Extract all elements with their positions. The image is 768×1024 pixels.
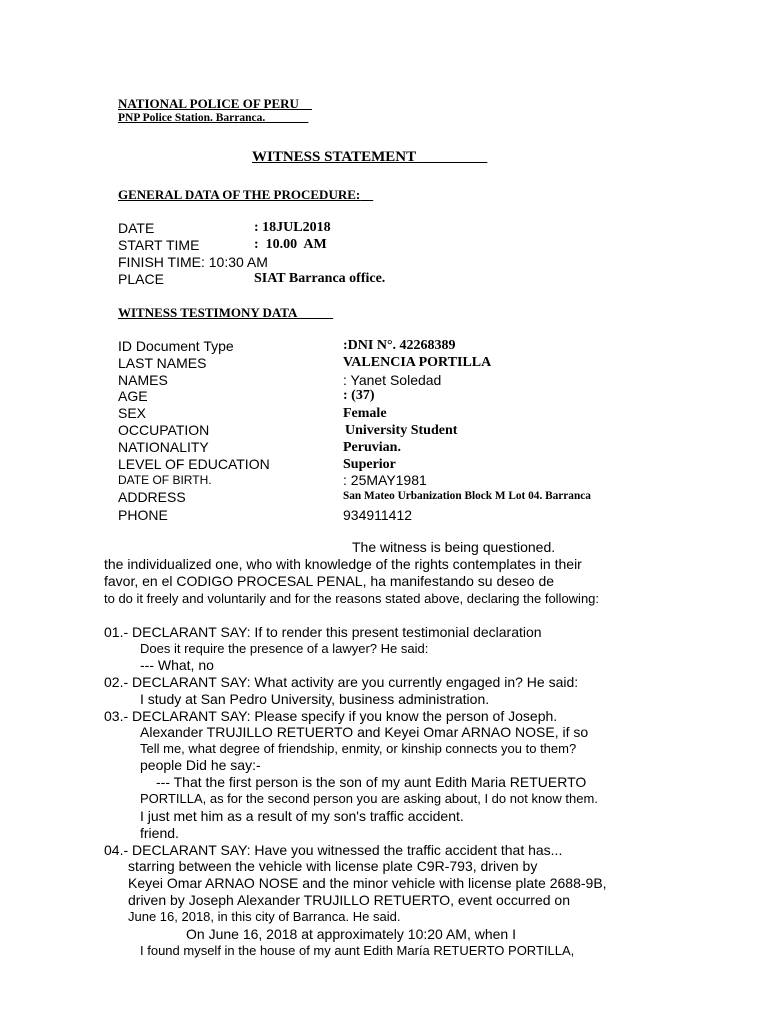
q4-line: Keyei Omar ARNAO NOSE and the minor vehicle with license plate 2688-9B, [128, 875, 607, 891]
q4-line: June 16, 2018, in this city of Barranca. He said. [128, 909, 401, 924]
field-label: AGE [118, 388, 148, 404]
field-value: : 25MAY1981 [343, 472, 427, 488]
station-name: PNP Police Station. Barranca. [118, 112, 266, 124]
org-name: NATIONAL POLICE OF PERU [118, 96, 299, 111]
field-value: : (37) [343, 388, 375, 403]
q3-line: Alexander TRUJILLO RETUERTO and Keyei Omar ARNAO NOSE, if so [140, 724, 589, 740]
q4-line: I found myself in the house of my aunt Edith María RETUERTO PORTILLA, [140, 943, 575, 958]
q3-line: I just met him as a result of my son's traffic accident. [140, 808, 464, 824]
field-label: NAMES [118, 372, 168, 388]
field-value: VALENCIA PORTILLA [343, 355, 492, 370]
field-label: ID Document Type [118, 338, 234, 354]
q3-line: PORTILLA, as for the second person you are asking about, I do not know them. [140, 791, 598, 806]
intro-line: to do it freely and voluntarily and for the reasons stated above, declaring the following: [104, 591, 600, 606]
q1-line: 01.- DECLARANT SAY: If to render this present testimonial declaration [104, 624, 542, 640]
field-value: University Student [345, 423, 458, 438]
place-label: PLACE [118, 271, 164, 287]
page-title: WITNESS STATEMENT [252, 149, 417, 165]
q3-line: people Did he say:- [140, 757, 261, 773]
field-label: LAST NAMES [118, 355, 207, 371]
date-value: : 18JUL2018 [254, 220, 331, 235]
q4-line: starring between the vehicle with license plate C9R-793, driven by [128, 858, 538, 874]
procedure-heading: GENERAL DATA OF THE PROCEDURE: [118, 187, 361, 202]
date-label: DATE [118, 220, 155, 236]
field-value: Superior [343, 457, 396, 472]
start-time-value: : 10.00 AM [254, 237, 327, 252]
field-label: OCCUPATION [118, 422, 210, 438]
q3-line: --- That the first person is the son of my aunt Edith Maria RETUERTO [156, 774, 587, 790]
field-label: SEX [118, 405, 147, 421]
field-value: Female [343, 406, 387, 421]
finish-time-line: FINISH TIME: 10:30 AM [118, 254, 268, 270]
witness-heading: WITNESS TESTIMONY DATA [118, 305, 298, 320]
field-label: ADDRESS [118, 489, 186, 505]
q3-line: Tell me, what degree of friendship, enmity, or kinship connects you to them? [140, 741, 577, 756]
q3-line: friend. [140, 825, 179, 841]
q4-line: 04.- DECLARANT SAY: Have you witnessed the traffic accident that has... [104, 842, 563, 858]
place-value: SIAT Barranca office. [254, 271, 386, 286]
field-label: PHONE [118, 507, 168, 523]
q1-line: Does it require the presence of a lawyer? He said: [140, 641, 429, 656]
field-label: LEVEL OF EDUCATION [118, 456, 270, 472]
q2-line: I study at San Pedro University, business administration. [140, 691, 490, 707]
q2-line: 02.- DECLARANT SAY: What activity are you currently engaged in? He said: [104, 674, 579, 690]
field-value: : Yanet Soledad [343, 372, 442, 388]
intro-line: The witness is being questioned. [352, 539, 556, 555]
field-label: DATE OF BIRTH. [118, 473, 212, 487]
field-label: NATIONALITY [118, 439, 209, 455]
q4-line: driven by Joseph Alexander TRUJILLO RETUERTO, event occurred on [128, 892, 570, 908]
q1-line: --- What, no [140, 657, 214, 673]
start-time-label: START TIME [118, 237, 200, 253]
field-value: :DNI N°. 42268389 [343, 338, 456, 353]
intro-line: favor, en el CODIGO PROCESAL PENAL, ha manifestando su deseo de [104, 573, 555, 589]
field-value: Peruvian. [343, 440, 401, 455]
q4-line: On June 16, 2018 at approximately 10:20 AM, when I [186, 926, 516, 942]
q3-line: 03.- DECLARANT SAY: Please specify if you know the person of Joseph. [104, 708, 558, 724]
field-value: San Mateo Urbanization Block M Lot 04. Barranca [343, 490, 591, 502]
field-value: 934911412 [343, 507, 413, 523]
intro-line: the individualized one, who with knowledge of the rights contemplates in their [104, 556, 582, 572]
